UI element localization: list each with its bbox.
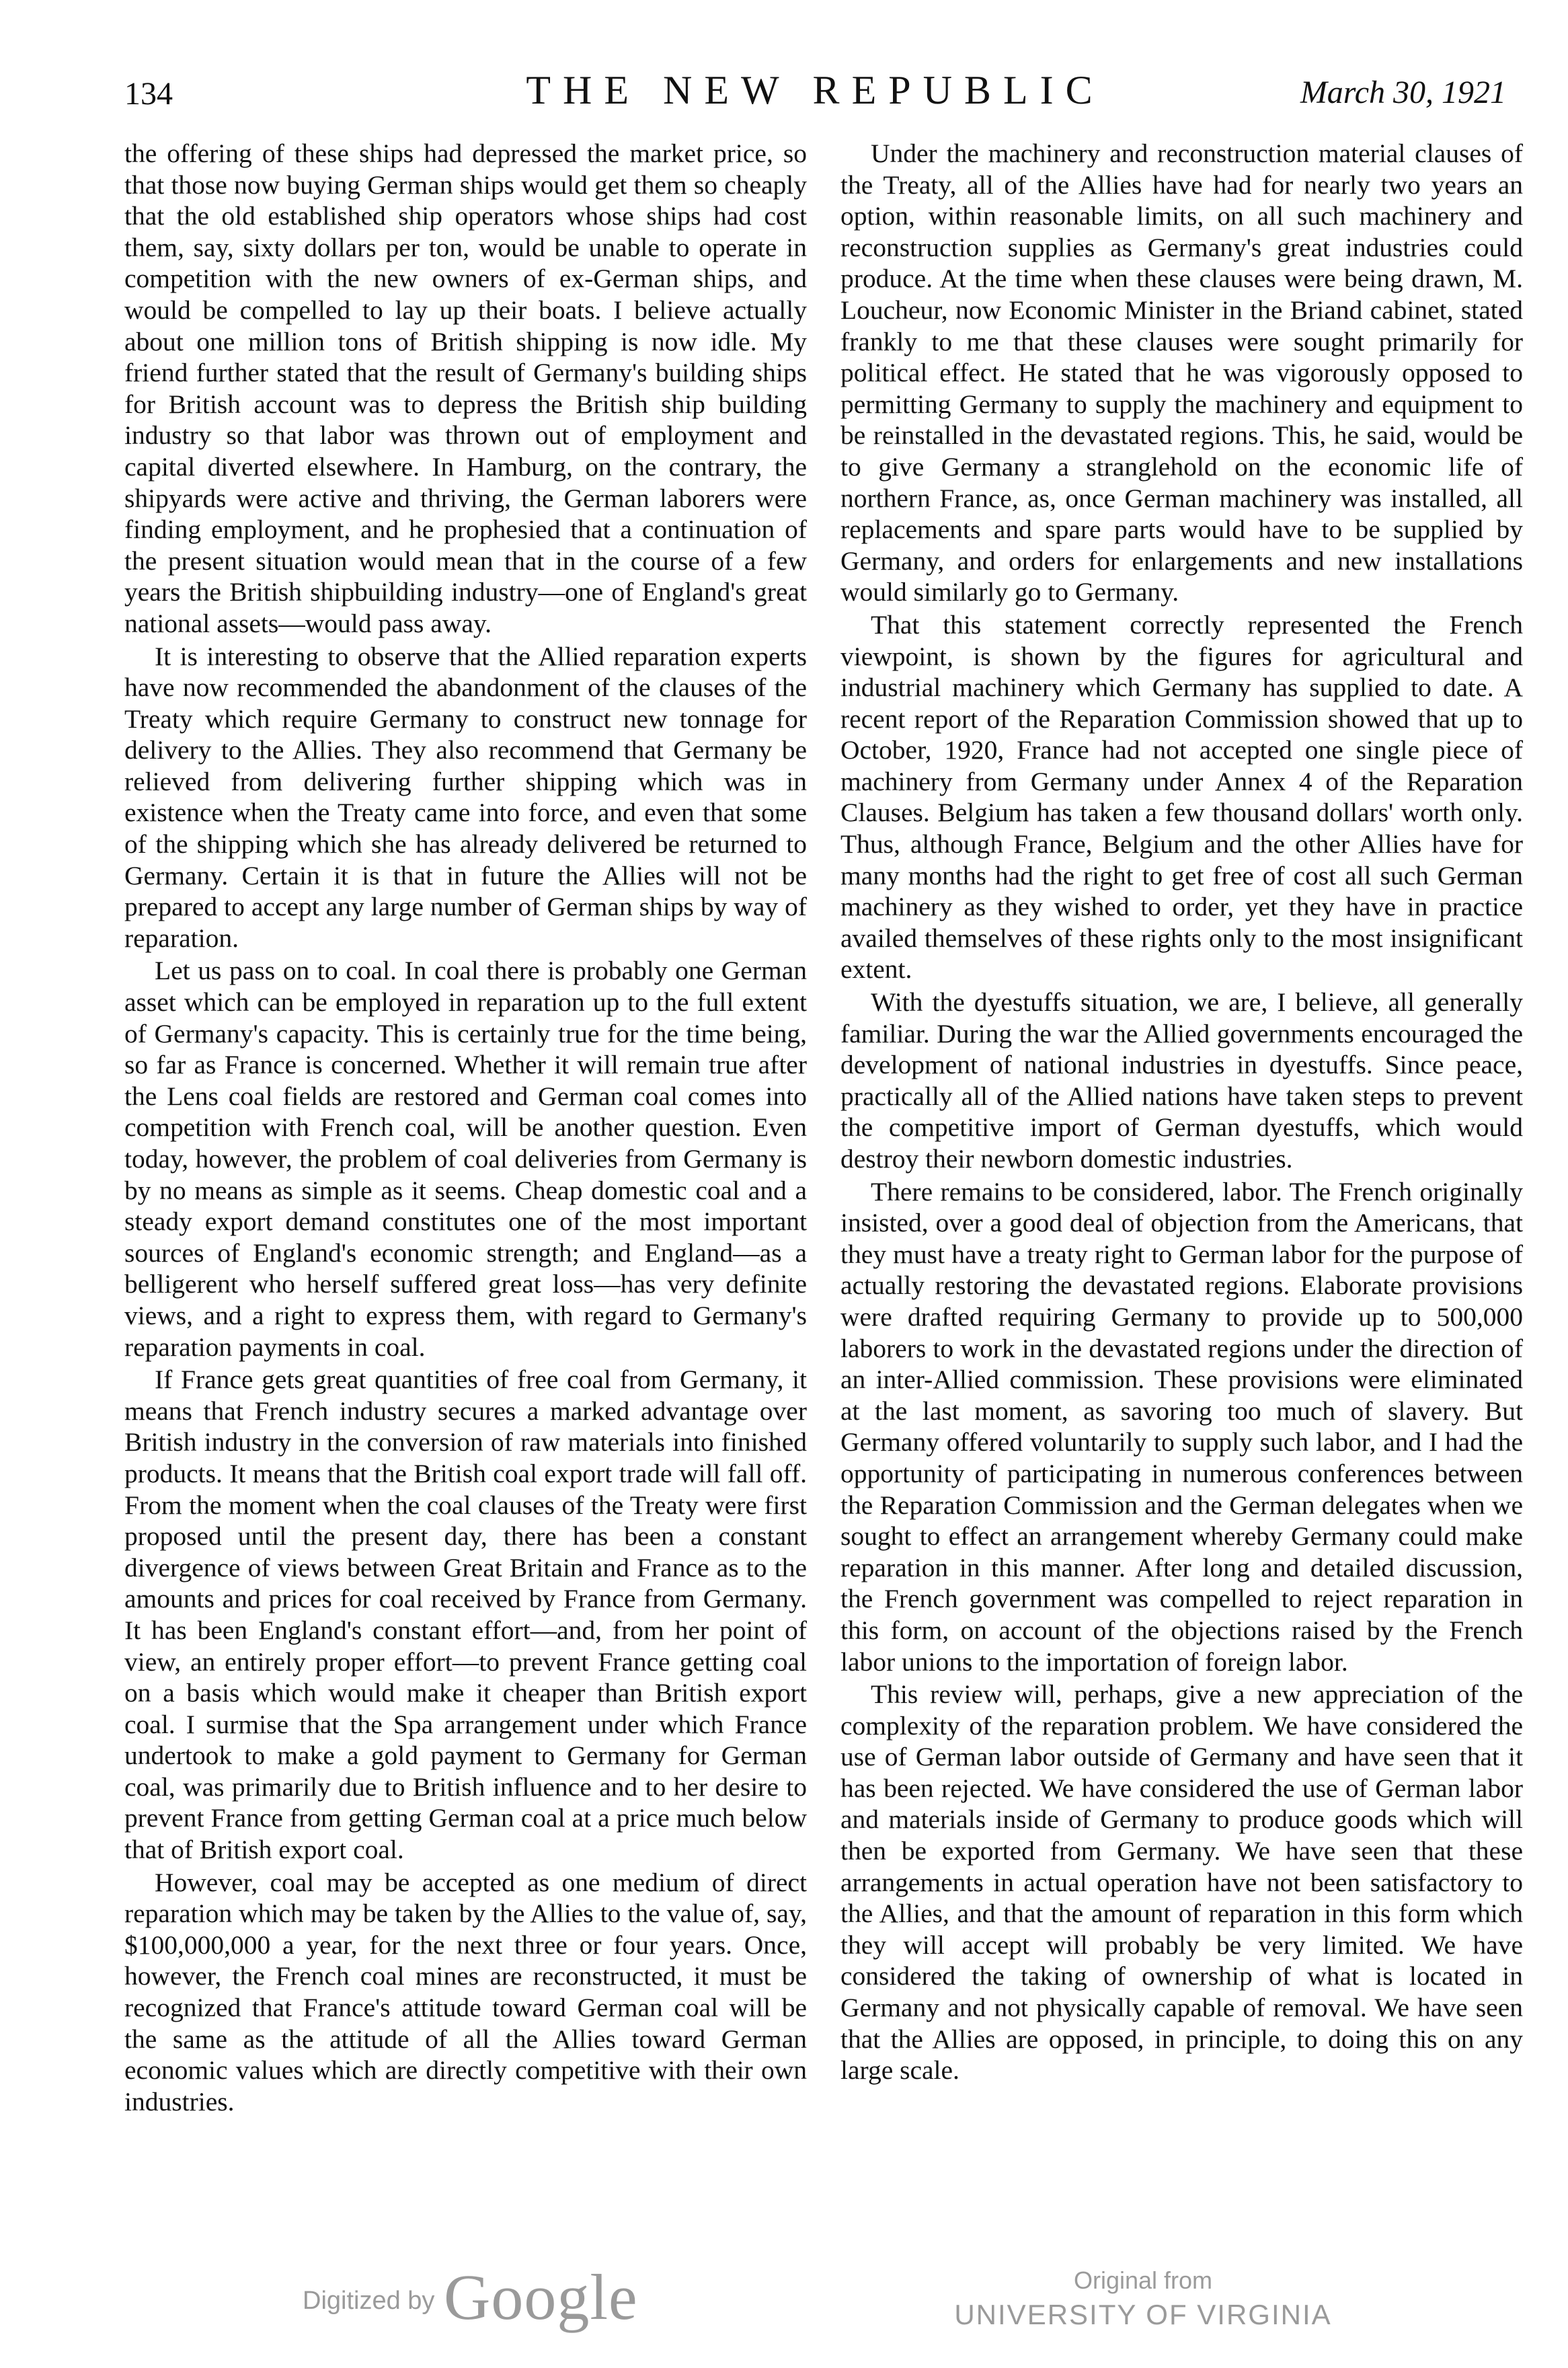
paragraph: That this statement correctly represented the French viewpoint, is shown by the figures for agricultural and industrial machinery which Germany has supplied to date. A recent report of the Reparation Commission showed that up to October, 1920, France had not accepted one single piece of machinery from Germany under Annex 4 of the Reparation Clauses. Belgium has taken a few thousand dollars' worth only. Thus, although France, Belgium and the other Allies have for many months had the right to get free of cost all such German machinery as they wished to order, yet they have in practice availed themselves of these rights only to the most insignificant extent. (840, 609, 1523, 985)
paragraph: It is interesting to observe that the Allied reparation experts have now recommended the abandonment of the clauses of the Treaty which require Germany to construct new tonnage for delivery to the Allies. They also recommend that Germany be relieved from delivering further shipping which was in existence when the Treaty came into force, and even that some of the shipping which she has already delivered be returned to Germany. Certain it is that in future the Allies will not be prepared to accept any large number of German ships by way of reparation. (124, 641, 807, 953)
digitized-by-label: Digitized by (303, 2287, 435, 2315)
original-from-label: Original from (1073, 2266, 1213, 2294)
issue-date: March 30, 1921 (1300, 75, 1506, 110)
paragraph: This review will, perhaps, give a new appreciation of the complexity of the reparation problem. We have considered the use of German labor outside of Germany and have seen that it has been rejected. We have considered the use of German labor and materials inside of Germany to produce goods which will then be exported from Germany. We have seen that these arrangements in actual operation have not been satisfactory to the Allies, and that the amount of reparation in this form which they will accept will probably be very limited. We have considered the taking of ownership of what is located in Germany and not physically capable of removal. We have seen that the Allies are opposed, in principle, to doing this on any large scale. (840, 1679, 1523, 2086)
source-attribution (935, 2266, 1351, 2331)
google-logo: Google (444, 2261, 638, 2333)
page-number: 134 (124, 76, 173, 112)
paragraph: There remains to be considered, labor. The French originally insisted, over a good deal of objection from the Americans, that they must have a treaty right to German labor for the purpose of actually restoring the devastated regions. Elaborate provisions were drafted requiring Germany to provide up to 500,000 laborers to work in the devastated regions under the direction of an inter-Allied commission. These provisions were eliminated at the last moment, as savoring too much of slavery. But Germany offered voluntarily to supply such labor, and I had the opportunity of participating in numerous conferences between the Reparation Commission and the German delegates when we sought to effect an arrangement whereby Germany could make reparation in this manner. After long and detailed discussion, the French government was compelled to reject reparation in this form, on account of the objections raised by the French labor unions to the importation of foreign labor. (840, 1176, 1523, 1677)
digitization-footer (0, 2260, 1568, 2361)
left-column (124, 138, 807, 2117)
paragraph: With the dyestuffs situation, we are, I believe, all generally familiar. During the war the Allied governments encouraged the development of national industries in dyestuffs. Since peace, practically all of the Allied nations have taken steps to prevent the competitive import of German dyestuffs, which would destroy their newborn domestic industries. (840, 987, 1523, 1174)
paragraph: Under the machinery and reconstruction material clauses of the Treaty, all of the Allies have had for nearly two years an option, within reasonable limits, on all such machinery and reconstruction supplies as Germany's great industries could produce. At the time when these clauses were being drawn, M. Loucheur, now Economic Minister in the Briand cabinet, stated frankly to me that these clauses were sought primarily for political effect. He stated that he was vigorously opposed to permitting Germany to supply the machinery and equipment to be reinstalled in the devastated regions. This, he said, would be to give Germany a stranglehold on the economic life of northern France, as, once German machinery was installed, all replacements and spare parts would have to be supplied by Germany, and orders for enlargements and new installations would similarly go to Germany. (840, 139, 1523, 607)
publication-title: THE NEW REPUBLIC (526, 68, 1105, 112)
paragraph: However, coal may be accepted as one medium of direct reparation which may be taken by the Allies to the value of, say, $100,000,000 a year, for the next three or four years. Once, however, the French coal mines are reconstructed, it must be recognized that France's attitude toward German coal will be the same as the attitude of all the Allies toward German economic values which are directly competitive with their own industries. (124, 1867, 807, 2116)
right-column (840, 138, 1523, 2086)
paragraph: the offering of these ships had depressed the market price, so that those now buying German ships would get them so cheaply that the old established ship operators whose ships had cost them, say, sixty dollars per ton, would be unable to operate in competition with the new owners of ex-German ships, and would be compelled to lay up their boats. I believe actually about one million tons of British shipping is now idle. My friend further stated that the result of Germany's building ships for British account was to depress the British ship building industry so that labor was thrown out of employment and capital diverted elsewhere. In Hamburg, on the contrary, the shipyards were active and thriving, the German laborers were finding employment, and he prophesied that a continuation of the present situation would mean that in the course of a few years the British shipbuilding industry—one of England's great national assets—would pass away. (124, 139, 807, 638)
institution-name: UNIVERSITY OF VIRGINIA (954, 2299, 1332, 2330)
page-header (124, 67, 1506, 128)
paragraph: Let us pass on to coal. In coal there is probably one German asset which can be employed in reparation up to the full extent of Germany's capacity. This is certainly true for the time being, so far as France is concerned. Whether it will remain true after the Lens coal fields are restored and German coal comes into competition with French coal, will be another question. Even today, however, the problem of coal deliveries from Germany is by no means as simple as it seems. Cheap domestic coal and a steady export demand constitutes one of the most important sources of England's economic strength; and England—as a belligerent who herself suffered great loss—has very definite views, and a right to express them, with regard to Germany's reparation payments in coal. (124, 956, 807, 1362)
paragraph: If France gets great quantities of free coal from Germany, it means that French industry secures a marked advantage over British industry in the conversion of raw materials into finished products. It means that the British coal export trade will fall off. From the moment when the coal clauses of the Treaty were first proposed until the present day, there has been a constant divergence of views between Great Britain and France as to the amounts and prices for coal received by France from Germany. It has been England's constant effort—and, from her point of view, an entirely proper effort—to prevent France getting coal on a basis which would make it cheaper than British export coal. I surmise that the Spa arrangement under which France undertook to make a gold payment to Germany for German coal, was primarily due to British influence and to her desire to prevent France from getting German coal at a price much below that of British export coal. (124, 1365, 807, 1865)
